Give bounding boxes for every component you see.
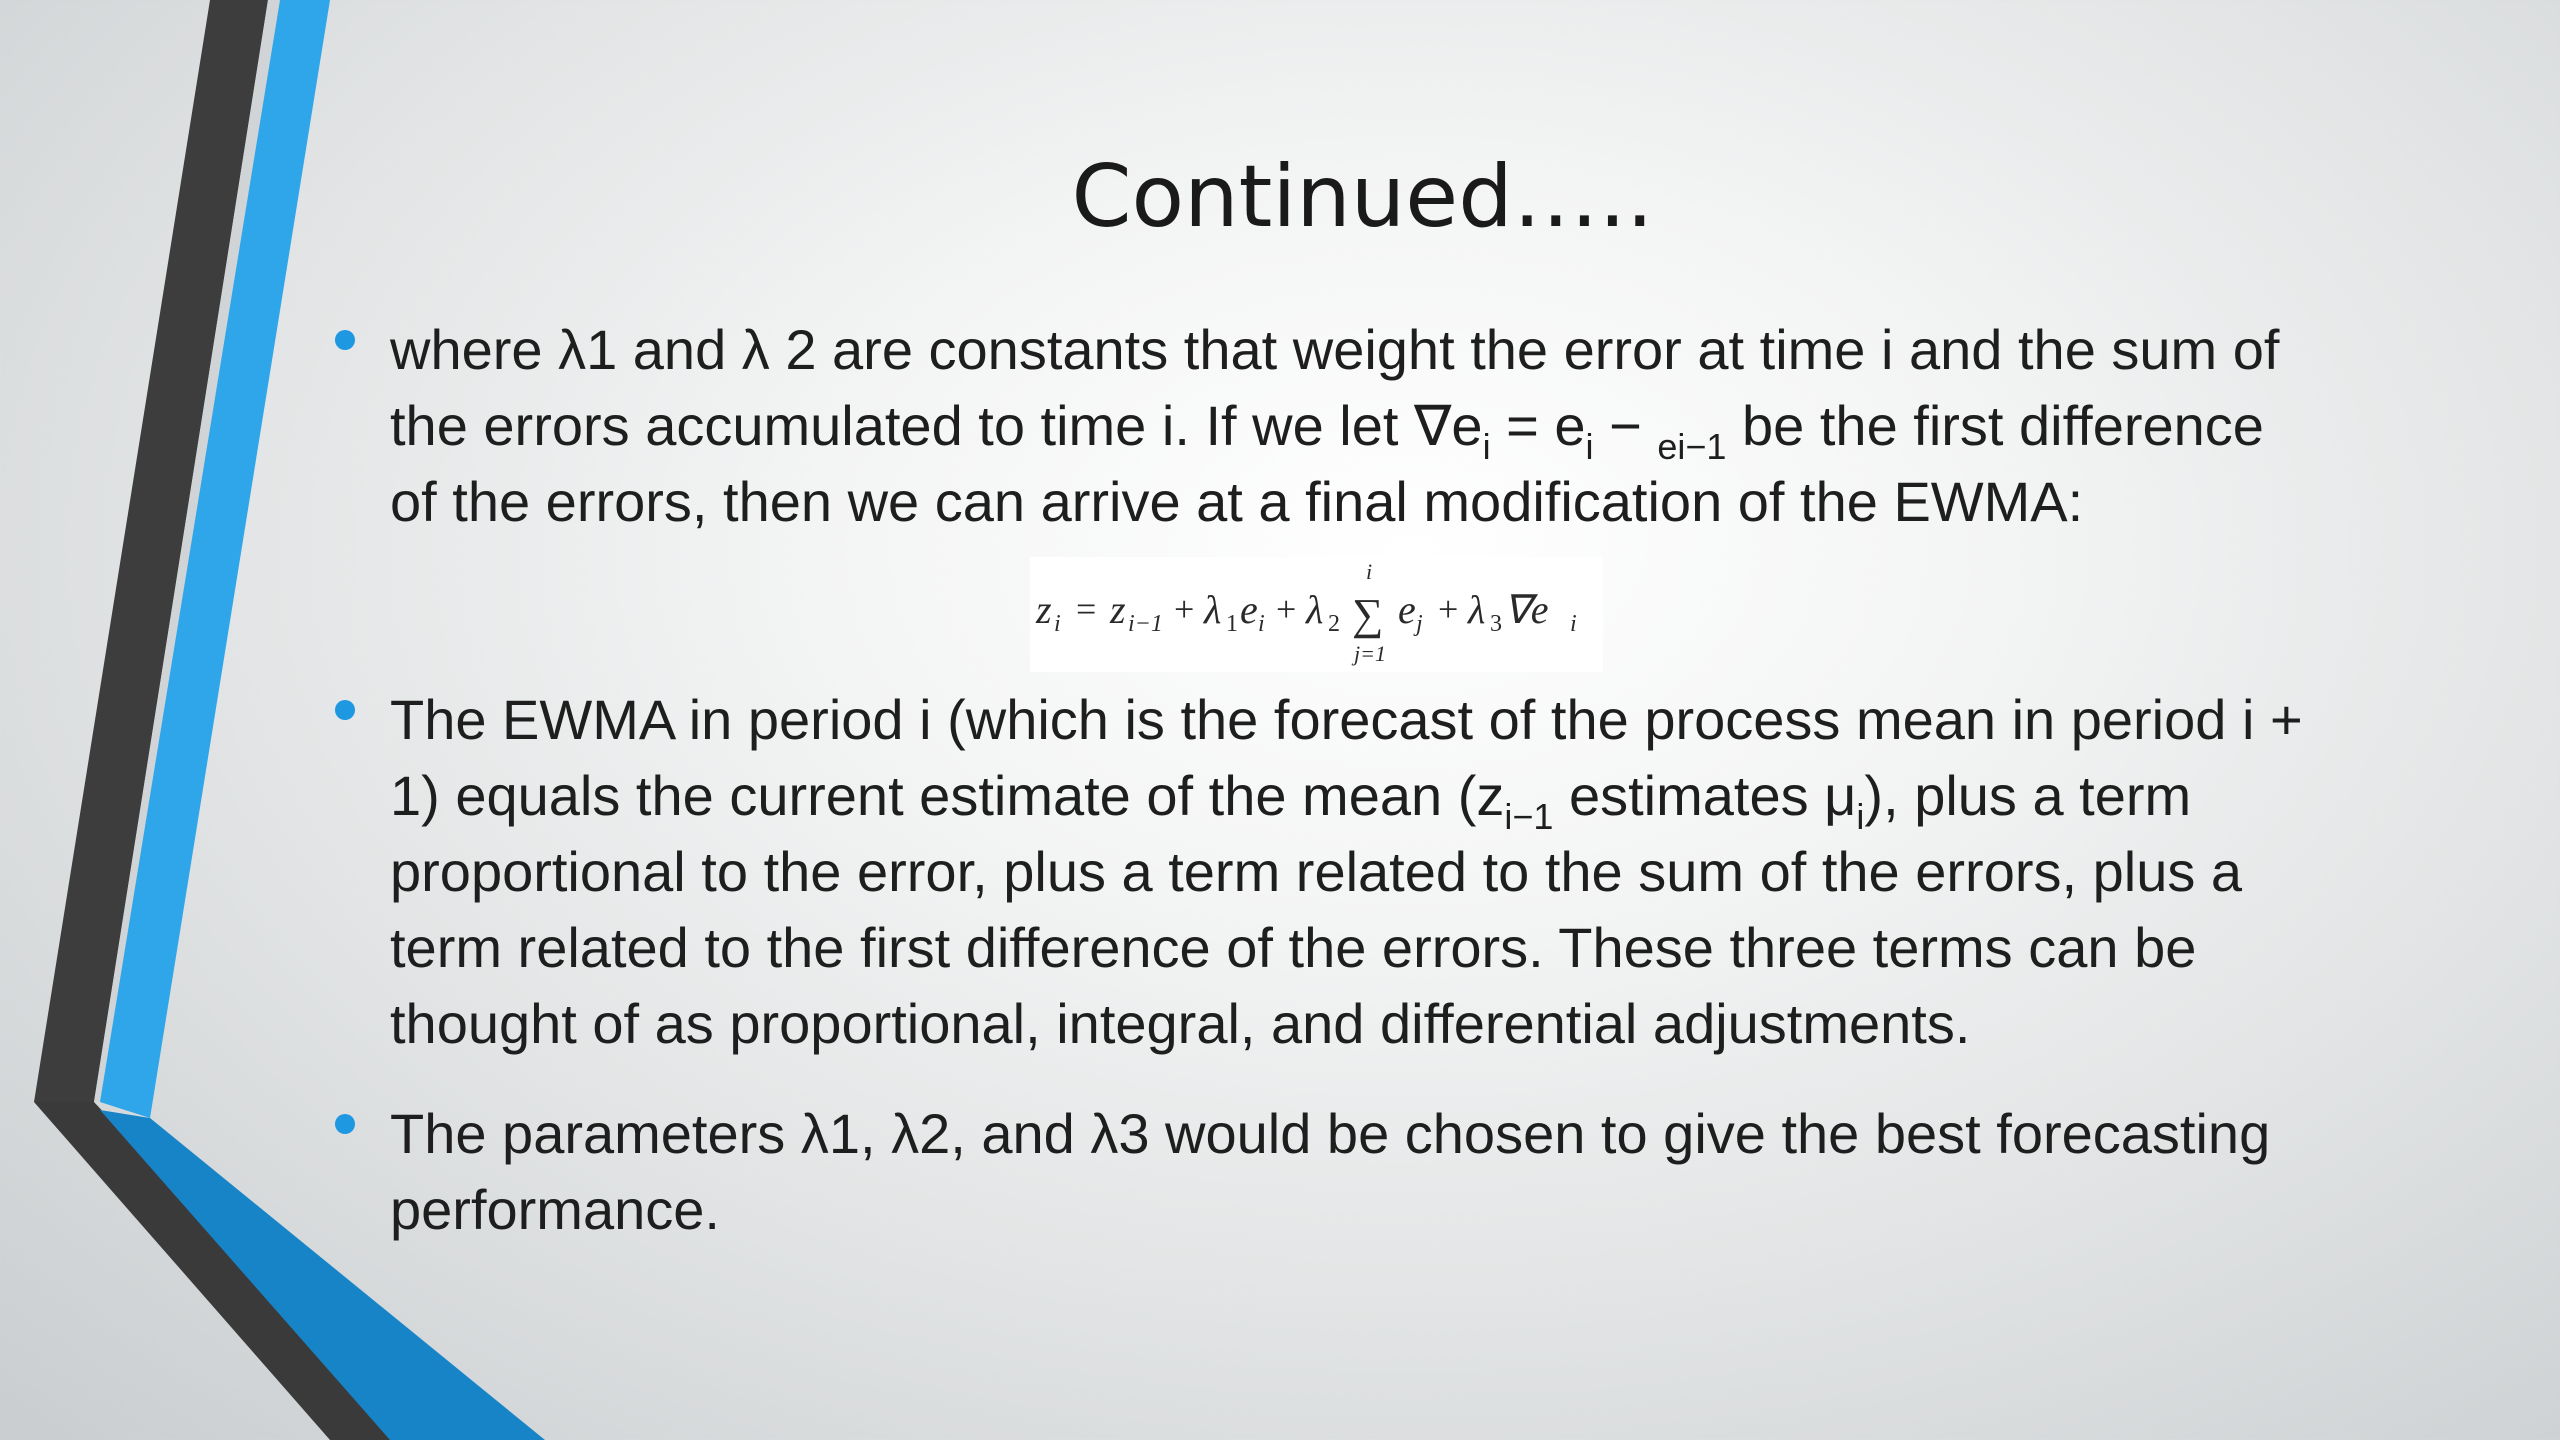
- formula-e-j: e: [1398, 587, 1416, 632]
- bullet-2-line-3: proportional to the error, plus a term related to the sum of the errors, plus a: [390, 840, 2243, 903]
- bullet-item-1: [390, 312, 2420, 540]
- formula-e-1-sub: i: [1258, 611, 1265, 637]
- formula-term1: z: [1110, 587, 1126, 632]
- formula-sigma-bottom: j=1: [1354, 641, 1386, 666]
- subscript: i: [1482, 426, 1491, 467]
- formula-plus-3: +: [1438, 589, 1459, 629]
- bullet-1-line-2: [390, 388, 2420, 467]
- text-span: estimates μ: [1553, 764, 1857, 827]
- formula-lambda-3-sub: 3: [1490, 611, 1502, 637]
- bullet-3-line-1: The parameters λ1, λ2, and λ3 would be chosen to give the best forecasting: [390, 1102, 2271, 1165]
- subscript: ei−1: [1657, 426, 1727, 467]
- formula-e-j-sub: j: [1416, 611, 1423, 637]
- formula-equals: =: [1076, 589, 1097, 629]
- bullet-3-line-2: performance.: [390, 1178, 720, 1241]
- formula-term1-sub: i−1: [1128, 611, 1163, 637]
- formula-lambda-1: λ: [1204, 587, 1222, 632]
- bullet-1-line-1: where λ1 and λ 2 are constants that weight the error at time i and the sum of: [390, 318, 2280, 381]
- text-span: = e: [1490, 394, 1586, 457]
- formula-sigma: ∑: [1352, 590, 1384, 639]
- formula-lhs-sub: i: [1054, 611, 1061, 637]
- bullet-1-line-3: of the errors, then we can arrive at a final modification of the EWMA:: [390, 470, 2084, 533]
- formula-plus-1: +: [1174, 589, 1195, 629]
- bullet-marker: [335, 700, 355, 720]
- formula-plus-2: +: [1276, 589, 1297, 629]
- bullet-marker: [335, 330, 355, 350]
- bullet-2-line-4: term related to the first difference of the errors. These three terms can be: [390, 916, 2197, 979]
- formula-lambda-2-sub: 2: [1328, 611, 1340, 637]
- formula-lambda-1-sub: 1: [1226, 611, 1238, 637]
- formula-nabla-e: ∇e: [1504, 587, 1549, 632]
- text-span: 1) equals the current estimate of the mean (z: [390, 764, 1505, 827]
- formula-e-1: e: [1240, 587, 1258, 632]
- ewma-formula-image: [1030, 557, 1603, 672]
- text-span: −: [1593, 394, 1658, 457]
- bullet-item-3: [390, 1096, 2420, 1248]
- bullet-2-line-1: The EWMA in period i (which is the forecast of the process mean in period i +: [390, 688, 2303, 751]
- subscript: i−1: [1504, 796, 1554, 837]
- formula-lambda-3: λ: [1468, 587, 1486, 632]
- text-span: be the first difference: [1726, 394, 2264, 457]
- slide-title: Continued…..: [1071, 147, 1654, 247]
- subscript: i: [1585, 426, 1594, 467]
- subscript: i: [1856, 796, 1865, 837]
- bullet-item-2: [390, 682, 2420, 1062]
- formula-lhs: z: [1036, 587, 1052, 632]
- text-span: ), plus a term: [1864, 764, 2192, 827]
- bullet-2-line-5: thought of as proportional, integral, and differential adjustments.: [390, 992, 1971, 1055]
- bullet-marker: [335, 1114, 355, 1134]
- bullet-2-line-2: [390, 758, 2420, 837]
- formula-sigma-top: i: [1366, 559, 1373, 584]
- formula-lambda-2: λ: [1306, 587, 1324, 632]
- formula-nabla-e-sub: i: [1570, 611, 1577, 637]
- text-span: the errors accumulated to time i. If we let ∇e: [390, 394, 1483, 457]
